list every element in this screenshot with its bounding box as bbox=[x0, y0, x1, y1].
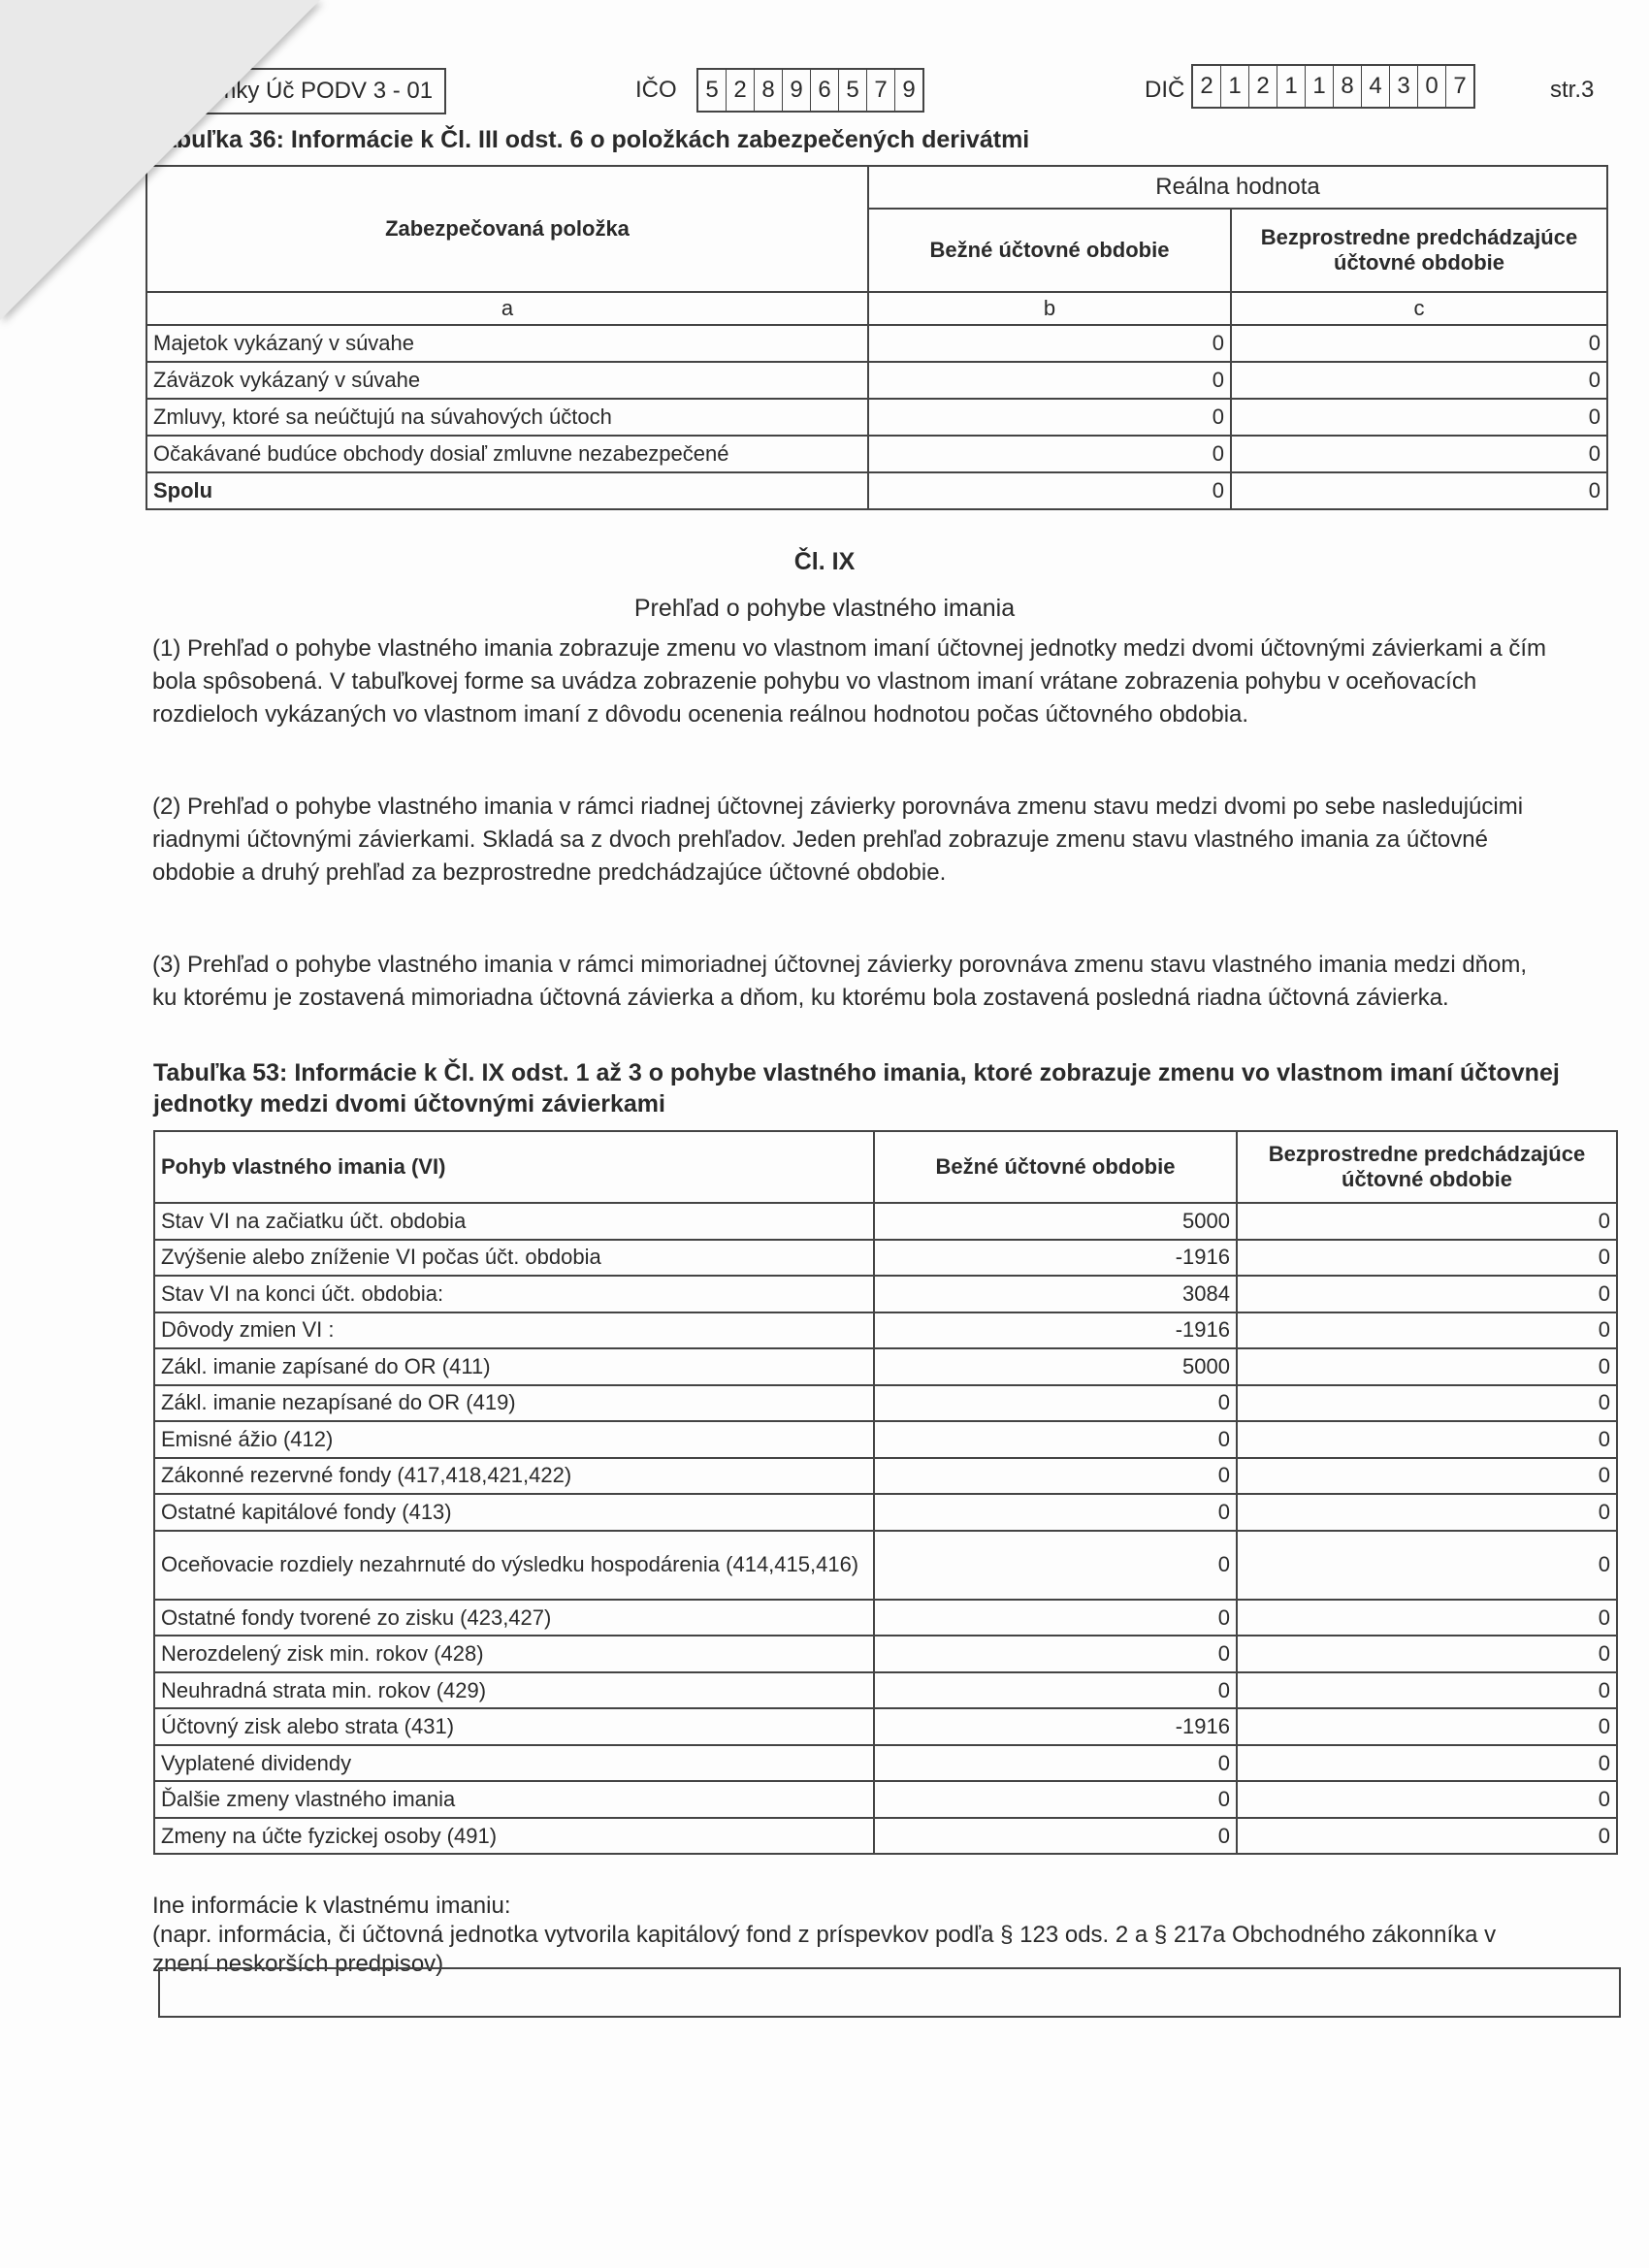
paragraph-2: (2) Prehľad o pohybe vlastného imania v rámci riadnej účtovnej závierky porovnáva zmenu stavu medzi dvomi po sebe nasledujúcimi riadnymi účtovnými závierkami. Skladá sa z dvoch prehľadov. Jeden prehľad zobrazuje zmenu stavu vlastného imania za účtovné obdobie a druhý prehľad za bezprostredne predchádzajúce účtovné obdobie. bbox=[152, 794, 1524, 886]
table-row bbox=[154, 1385, 1617, 1422]
value-current: -1916 bbox=[874, 1708, 1237, 1745]
dic-label: DIČ bbox=[1145, 77, 1185, 103]
digit-cell: 5 bbox=[839, 70, 867, 111]
row-label: Zmluvy, ktoré sa neúčtujú na súvahových účtoch bbox=[146, 399, 868, 436]
value-previous: 0 bbox=[1237, 1421, 1617, 1458]
value-previous: 0 bbox=[1231, 472, 1607, 509]
t36-letter: a bbox=[146, 292, 868, 325]
table-row bbox=[146, 399, 1607, 436]
table53-title: Tabuľka 53: Informácie k Čl. IX odst. 1 až 3 o pohybe vlastného imania, ktoré zobrazuje zmenu vo vlastnom imaní účtovnej jednotky medzi dvomi účtovnými závierkami bbox=[153, 1059, 1560, 1118]
digit-cell: 3 bbox=[1390, 66, 1418, 107]
value-current: 3084 bbox=[874, 1276, 1237, 1312]
row-label: Emisné ážio (412) bbox=[154, 1421, 874, 1458]
row-label: Ďalšie zmeny vlastného imania bbox=[154, 1781, 874, 1818]
table-row bbox=[154, 1708, 1617, 1745]
value-current: 0 bbox=[874, 1781, 1237, 1818]
row-label: Ostatné fondy tvorené zo zisku (423,427) bbox=[154, 1600, 874, 1636]
value-current: 0 bbox=[868, 362, 1231, 399]
digit-cell: 7 bbox=[867, 70, 895, 111]
row-label: Zmeny na účte fyzickej osoby (491) bbox=[154, 1818, 874, 1855]
value-current: 5000 bbox=[874, 1203, 1237, 1240]
table-row bbox=[154, 1240, 1617, 1277]
table-row bbox=[154, 1494, 1617, 1531]
section-subheading: Prehľad o pohybe vlastného imania bbox=[633, 595, 1016, 622]
row-label: Zvýšenie alebo zníženie VI počas účt. obdobia bbox=[154, 1240, 874, 1277]
row-label: Záväzok vykázaný v súvahe bbox=[146, 362, 868, 399]
table-row bbox=[154, 1276, 1617, 1312]
other-info-field[interactable] bbox=[158, 1967, 1621, 2018]
digit-cell: 2 bbox=[727, 70, 755, 111]
digit-cell: 8 bbox=[755, 70, 783, 111]
value-previous: 0 bbox=[1231, 362, 1607, 399]
table-row bbox=[154, 1312, 1617, 1349]
t36-letter: c bbox=[1231, 292, 1607, 325]
value-current: 0 bbox=[874, 1494, 1237, 1531]
row-label: Nerozdelený zisk min. rokov (428) bbox=[154, 1636, 874, 1672]
section-heading: Čl. IX bbox=[793, 548, 856, 575]
row-label: Účtovný zisk alebo strata (431) bbox=[154, 1708, 874, 1745]
value-previous: 0 bbox=[1237, 1600, 1617, 1636]
value-previous: 0 bbox=[1237, 1348, 1617, 1385]
value-previous: 0 bbox=[1237, 1494, 1617, 1531]
value-current: 0 bbox=[874, 1636, 1237, 1672]
paragraph-1: (1) Prehľad o pohybe vlastného imania zobrazuje zmenu vo vlastnom imaní účtovnej jednotky medzi dvomi účtovnými závierkami a čím bola spôsobená. V tabuľkovej forme sa uvádza zobrazenie pohybu vo vlastnom imaní vrátane zobrazenia pohybu v oceňovacích rozdieloch vykázaných vo vlastnom imaní z dôvodu ocenenia reálnou hodnotou počas účtovného obdobia. bbox=[152, 635, 1546, 728]
value-current: 0 bbox=[874, 1385, 1237, 1422]
table36 bbox=[146, 165, 1608, 510]
value-previous: 0 bbox=[1237, 1458, 1617, 1495]
value-current: 0 bbox=[874, 1672, 1237, 1709]
value-previous: 0 bbox=[1237, 1312, 1617, 1349]
form-id: ámky Úč PODV 3 - 01 bbox=[155, 68, 446, 114]
value-current: 0 bbox=[874, 1531, 1237, 1600]
other-info-hint: (napr. informácia, či účtovná jednotka vytvorila kapitálový fond z príspevkov podľa § 123 ods. 2 a § 217a Obchodného zákonníka v znení neskorších predpisov) bbox=[152, 1922, 1497, 1977]
value-previous: 0 bbox=[1237, 1385, 1617, 1422]
t36-col-current: Bežné účtovné obdobie bbox=[868, 209, 1231, 292]
table-row bbox=[154, 1531, 1617, 1600]
value-previous: 0 bbox=[1231, 399, 1607, 436]
t53-col-current: Bežné účtovné obdobie bbox=[874, 1131, 1237, 1203]
value-previous: 0 bbox=[1237, 1781, 1617, 1818]
value-current: 0 bbox=[868, 399, 1231, 436]
t36-col-previous: Bezprostredne predchádzajúce účtovné obdobie bbox=[1231, 209, 1607, 292]
t53-col-previous: Bezprostredne predchádzajúce účtovné obdobie bbox=[1237, 1131, 1617, 1203]
digit-cell: 9 bbox=[783, 70, 811, 111]
digit-cell: 9 bbox=[902, 77, 916, 103]
table-row bbox=[146, 362, 1607, 399]
table-row bbox=[154, 1421, 1617, 1458]
value-previous: 0 bbox=[1237, 1531, 1617, 1600]
row-label: Zákl. imanie nezapísané do OR (419) bbox=[154, 1385, 874, 1422]
table-row bbox=[146, 436, 1607, 472]
value-previous: 0 bbox=[1237, 1708, 1617, 1745]
value-current: 5000 bbox=[874, 1348, 1237, 1385]
digit-cell: 2 bbox=[1249, 66, 1277, 107]
row-label: Oceňovacie rozdiely nezahrnuté do výsledku hospodárenia (414,415,416) bbox=[154, 1531, 874, 1600]
digit-cell: 0 bbox=[1418, 66, 1446, 107]
table-row bbox=[154, 1672, 1617, 1709]
row-label: Spolu bbox=[146, 472, 868, 509]
digit-cell: 2 bbox=[1193, 66, 1221, 107]
row-label: Majetok vykázaný v súvahe bbox=[146, 325, 868, 362]
table-row bbox=[154, 1458, 1617, 1495]
value-current: 0 bbox=[868, 472, 1231, 509]
t36-col-group: Reálna hodnota bbox=[868, 166, 1607, 209]
value-current: 0 bbox=[874, 1600, 1237, 1636]
table53 bbox=[153, 1130, 1618, 1855]
table-row bbox=[146, 325, 1607, 362]
digit-cell: 8 bbox=[1334, 66, 1362, 107]
table-row bbox=[154, 1745, 1617, 1782]
paragraph-3: (3) Prehľad o pohybe vlastného imania v rámci mimoriadnej účtovnej závierky porovnáva zmenu stavu vlastného imania medzi dňom, ku ktorému je zostavená mimoriadna účtovná závierka a dňom, ku ktorému bola zostavená posledná riadna účtovná závierka. bbox=[152, 952, 1528, 1011]
ico-digits bbox=[696, 68, 924, 113]
row-label: Neuhradná strata min. rokov (429) bbox=[154, 1672, 874, 1709]
dic-digits bbox=[1191, 64, 1475, 109]
digit-cell: 1 bbox=[1277, 66, 1306, 107]
row-label: Zákonné rezervné fondy (417,418,421,422) bbox=[154, 1458, 874, 1495]
digit-cell: 4 bbox=[1362, 66, 1390, 107]
value-current: 0 bbox=[874, 1818, 1237, 1855]
value-previous: 0 bbox=[1237, 1818, 1617, 1855]
value-previous: 0 bbox=[1231, 325, 1607, 362]
value-current: -1916 bbox=[874, 1240, 1237, 1277]
t53-col-item: Pohyb vlastného imania (VI) bbox=[154, 1131, 874, 1203]
digit-cell: 7 bbox=[1453, 73, 1467, 99]
table-row bbox=[154, 1348, 1617, 1385]
row-label: Stav VI na konci účt. obdobia: bbox=[154, 1276, 874, 1312]
t36-col-item: Zabezpečovaná položka bbox=[146, 166, 868, 292]
folded-page-corner bbox=[0, 0, 320, 320]
table36-title: abuľka 36: Informácie k Čl. III odst. 6 o položkách zabezpečených derivátmi bbox=[163, 126, 1030, 153]
value-previous: 0 bbox=[1237, 1276, 1617, 1312]
value-current: -1916 bbox=[874, 1312, 1237, 1349]
table-row bbox=[154, 1781, 1617, 1818]
row-label: Dôvody zmien VI : bbox=[154, 1312, 874, 1349]
other-info-label: Ine informácie k vlastnému imaniu: bbox=[152, 1893, 511, 1919]
value-current: 0 bbox=[868, 436, 1231, 472]
value-previous: 0 bbox=[1237, 1745, 1617, 1782]
row-label: Ostatné kapitálové fondy (413) bbox=[154, 1494, 874, 1531]
table-row bbox=[154, 1818, 1617, 1855]
value-previous: 0 bbox=[1237, 1636, 1617, 1672]
digit-cell: 1 bbox=[1306, 66, 1334, 107]
digit-cell: 5 bbox=[698, 70, 727, 111]
ico-label: IČO bbox=[635, 77, 677, 103]
row-label: Vyplatené dividendy bbox=[154, 1745, 874, 1782]
digit-cell: 6 bbox=[811, 70, 839, 111]
value-current: 0 bbox=[874, 1745, 1237, 1782]
digit-cell: 1 bbox=[1221, 66, 1249, 107]
value-current: 0 bbox=[874, 1421, 1237, 1458]
value-current: 0 bbox=[874, 1458, 1237, 1495]
row-label: Stav VI na začiatku účt. obdobia bbox=[154, 1203, 874, 1240]
value-previous: 0 bbox=[1231, 436, 1607, 472]
table-row bbox=[146, 472, 1607, 509]
row-label: Očakávané budúce obchody dosiaľ zmluvne nezabezpečené bbox=[146, 436, 868, 472]
t36-letter: b bbox=[868, 292, 1231, 325]
value-previous: 0 bbox=[1237, 1672, 1617, 1709]
row-label: Zákl. imanie zapísané do OR (411) bbox=[154, 1348, 874, 1385]
value-previous: 0 bbox=[1237, 1203, 1617, 1240]
value-previous: 0 bbox=[1237, 1240, 1617, 1277]
value-current: 0 bbox=[868, 325, 1231, 362]
table-row bbox=[154, 1636, 1617, 1672]
page-number: str.3 bbox=[1550, 77, 1595, 103]
table-row bbox=[154, 1600, 1617, 1636]
table-row bbox=[154, 1203, 1617, 1240]
